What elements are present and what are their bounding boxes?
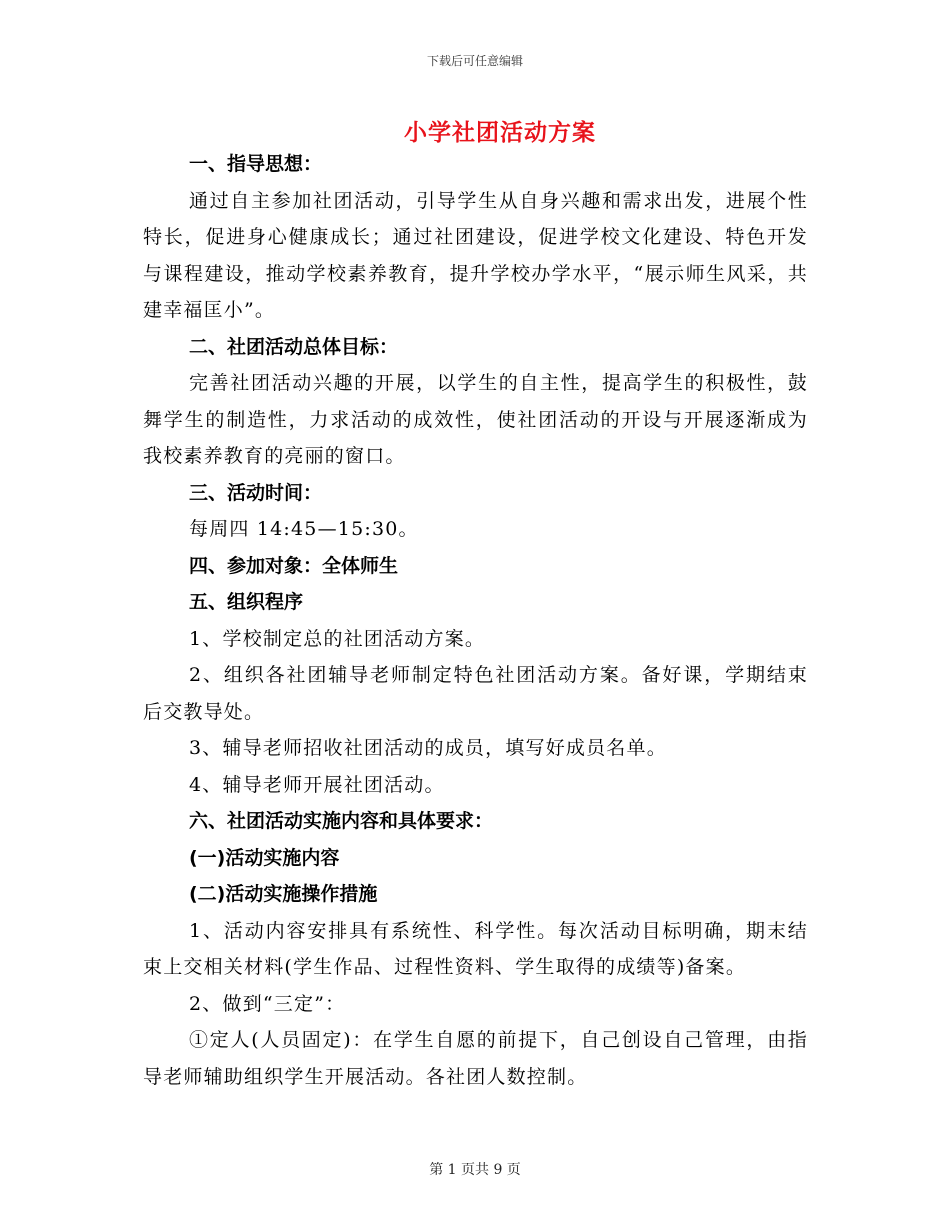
page-header-note: 下载后可任意编辑 (426, 54, 523, 68)
section-heading-participants: 四、参加对象：全体师生 (189, 554, 399, 577)
procedure-item-1: 1、学校制定总的社团活动方案。 (189, 627, 486, 650)
section-heading-implementation: 六、社团活动实施内容和具体要求： (189, 810, 494, 832)
measures-item-3: ①定人(人员固定)：在学生自愿的前提下，自己创设自己管理，由指导老师辅助组织学生开展活动。各社团人数控制。 (143, 1029, 808, 1088)
section-heading-activity-time: 三、活动时间： (189, 481, 323, 504)
procedure-item-2: 2、组织各社团辅导老师制定特色社团活动方案。备好课，学期结束后交教导处。 (143, 664, 808, 723)
measures-item-1: 1、活动内容安排具有系统性、科学性。每次活动目标明确，期末结束上交相关材料(学生作品、过程性资料、学生取得的成绩等)备案。 (143, 919, 808, 978)
procedure-item-4: 4、辅导老师开展社团活动。 (189, 773, 445, 796)
paragraph-overall-goal: 完善社团活动兴趣的开展，以学生的自主性，提高学生的积极性，鼓舞学生的制造性，力求活动的成效性，使社团活动的开设与开展逐渐成为我校素养教育的亮丽的窗口。 (143, 372, 808, 467)
section-heading-overall-goal: 二、社团活动总体目标： (189, 335, 399, 358)
section-heading-procedure: 五、组织程序 (189, 591, 304, 613)
page-number-footer: 第 1 页共 9 页 (429, 1162, 521, 1178)
subheading-implementation-content: (一)活动实施内容 (189, 846, 340, 869)
procedure-item-3: 3、辅导老师招收社团活动的成员，填写好成员名单。 (189, 737, 667, 759)
document-body (143, 146, 808, 1095)
section-heading-guiding-thought: 一、指导思想： (189, 153, 323, 175)
paragraph-guiding-thought: 通过自主参加社团活动，引导学生从自身兴趣和需求出发，进展个性特长，促进身心健康成长；通过社团建设，促进学校文化建设、特色开发与课程建设，推动学校素养教育，提升学校办学水平，“展示师生风采，共建幸福匡小”。 (143, 189, 808, 321)
paragraph-activity-time: 每周四 14:45—15:30。 (189, 518, 419, 540)
measures-item-2: 2、做到“三定”： (189, 992, 346, 1015)
document-title: 小学社团活动方案 (404, 119, 596, 146)
subheading-implementation-measures: (二)活动实施操作措施 (189, 883, 378, 905)
